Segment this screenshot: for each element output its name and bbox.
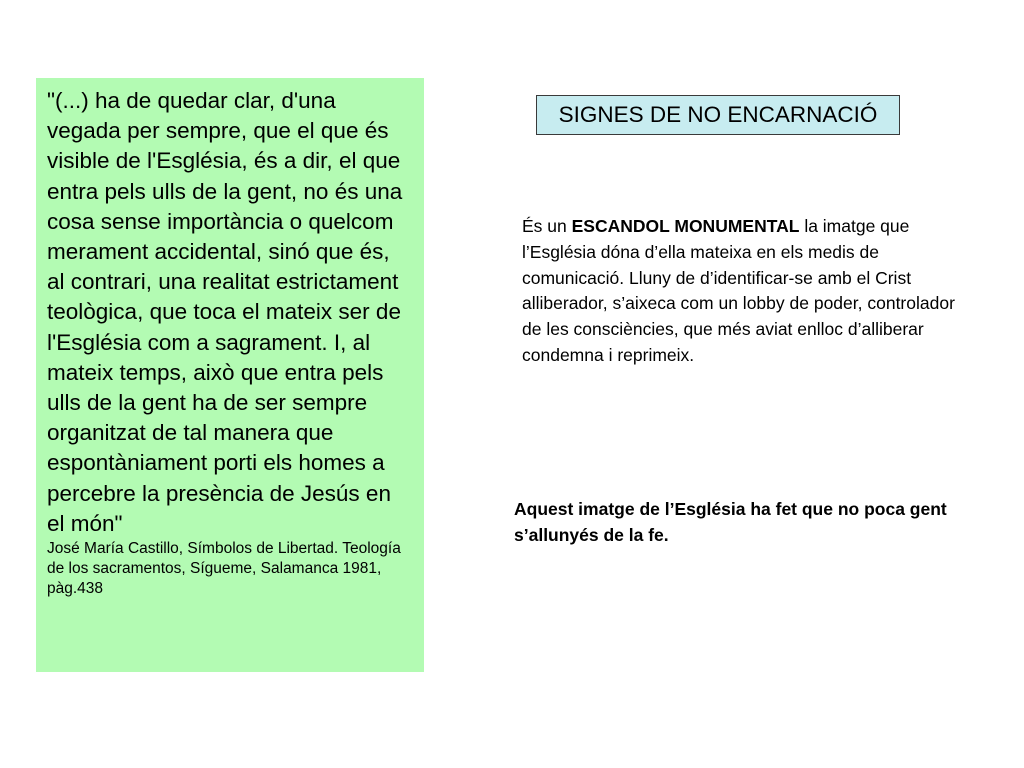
conclusion-text: Aquest imatge de l’Església ha fet que no poca gent s’allunyés de la fe. [514, 499, 947, 545]
quote-box [36, 78, 424, 672]
quote-citation: José María Castillo, Símbolos de Libertad. Teología de los sacramentos, Sígueme, Salamanca 1981, pàg.438 [47, 540, 401, 598]
body-paragraph-suffix: la imatge que l’Església dóna d’ella mateixa en els medis de comunicació. Lluny de d’identificar-se amb el Crist alliberador, s’aixeca com un lobby de poder, controlador de les consciències, que més aviat enlloc d’alliberar condemna i reprimeix. [522, 216, 955, 365]
body-paragraph [522, 214, 977, 369]
slide-title: SIGNES DE NO ENCARNACIÓ [536, 95, 900, 135]
body-paragraph-emphasis: ESCANDOL MONUMENTAL [571, 216, 800, 236]
quote-text: "(...) ha de quedar clar, d'una vegada per sempre, que el que és visible de l'Església, és a dir, el que entra pels ulls de la gent, no és una cosa sense importància o quelcom merament accidental, sinó que és, al contrari, una realitat estrictament teològica, que toca el mateix ser de l'Església com a sagrament. I, al mateix temps, això que entra pels ulls de la gent ha de ser sempre organitzat de tal manera que espontàniament porti els homes a percebre la presència de Jesús en el món" [47, 88, 403, 536]
body-paragraph-prefix: És un [522, 216, 572, 236]
